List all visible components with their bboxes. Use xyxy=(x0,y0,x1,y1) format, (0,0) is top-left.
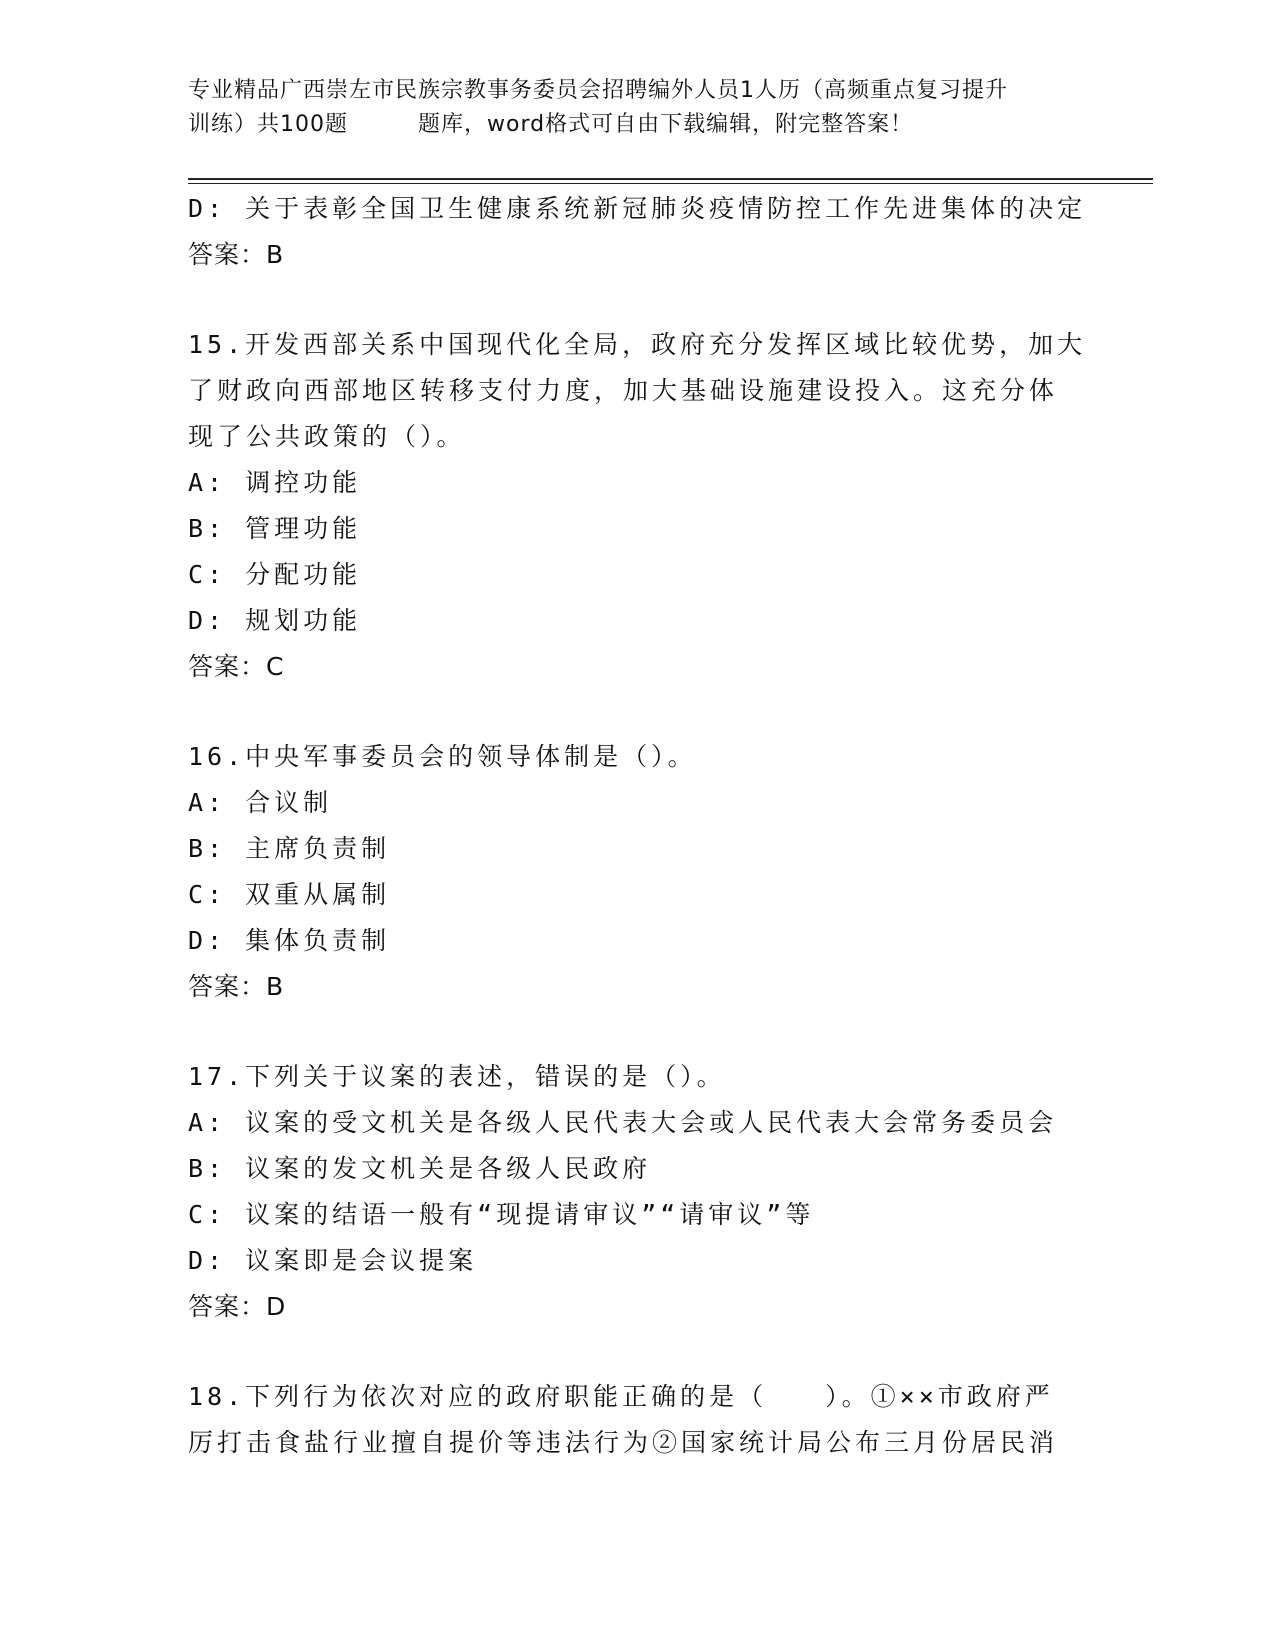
question-18 xyxy=(188,1374,1088,1466)
question-list xyxy=(188,186,1088,1466)
question-text-line: 17.下列关于议案的表述，错误的是（）。 xyxy=(188,1062,726,1091)
answer-line: 答案：C xyxy=(188,652,285,681)
question-text-line: 厉打击食盐行业擅自提价等违法行为②国家统计局公布三月份居民消 xyxy=(188,1428,1059,1457)
option-d: D: 规划功能 xyxy=(188,606,362,635)
option-b: B: 主席负责制 xyxy=(188,834,391,863)
header-divider-thick xyxy=(188,178,1153,180)
option-c: C: 议案的结语一般有“现提请审议”“请审议”等 xyxy=(188,1200,815,1229)
question-text-line: 了财政向西部地区转移支付力度，加大基础设施建设投入。这充分体 xyxy=(188,376,1059,405)
option-b: B: 议案的发文机关是各级人民政府 xyxy=(188,1154,652,1183)
option-c: C: 分配功能 xyxy=(188,560,362,589)
option-a: A: 调控功能 xyxy=(188,468,362,497)
option-a: A: 议案的受文机关是各级人民代表大会或人民代表大会常务委员会 xyxy=(188,1108,1058,1137)
header-line-1: 专业精品广西崇左市民族宗教事务委员会招聘编外人员1人历（高频重点复习提升 xyxy=(188,78,1008,103)
question-text-line: 18.下列行为依次对应的政府职能正确的是（ ）。①××市政府严 xyxy=(188,1382,1054,1411)
answer-line: 答案：D xyxy=(188,1292,287,1321)
answer-line: 答案：B xyxy=(188,240,285,269)
question-text-line: 16.中央军事委员会的领导体制是（）。 xyxy=(188,742,697,771)
header-line-2-part-a: 训练）共100题 xyxy=(188,112,348,137)
option-d: D: 集体负责制 xyxy=(188,926,391,955)
question-text-line: 现了公共政策的（）。 xyxy=(188,422,466,451)
document-header xyxy=(188,74,1088,142)
answer-line: 答案：B xyxy=(188,972,285,1001)
previous-question-tail xyxy=(188,186,1088,278)
header-line-2-part-b: 题库，word格式可自由下载编辑，附完整答案！ xyxy=(418,112,914,137)
option-b: B: 管理功能 xyxy=(188,514,362,543)
option-d: D: 议案即是会议提案 xyxy=(188,1246,478,1275)
question-17 xyxy=(188,1054,1088,1330)
option-c: C: 双重从属制 xyxy=(188,880,391,909)
option-a: A: 合议制 xyxy=(188,788,333,817)
question-16 xyxy=(188,734,1088,1010)
question-text-line: 15.开发西部关系中国现代化全局，政府充分发挥区域比较优势，加大 xyxy=(188,330,1087,359)
option-d: D: 关于表彰全国卫生健康系统新冠肺炎疫情防控工作先进集体的决定 xyxy=(188,194,1087,223)
header-divider-thin xyxy=(188,183,1153,184)
question-15 xyxy=(188,322,1088,690)
header-line-2 xyxy=(188,108,1088,142)
